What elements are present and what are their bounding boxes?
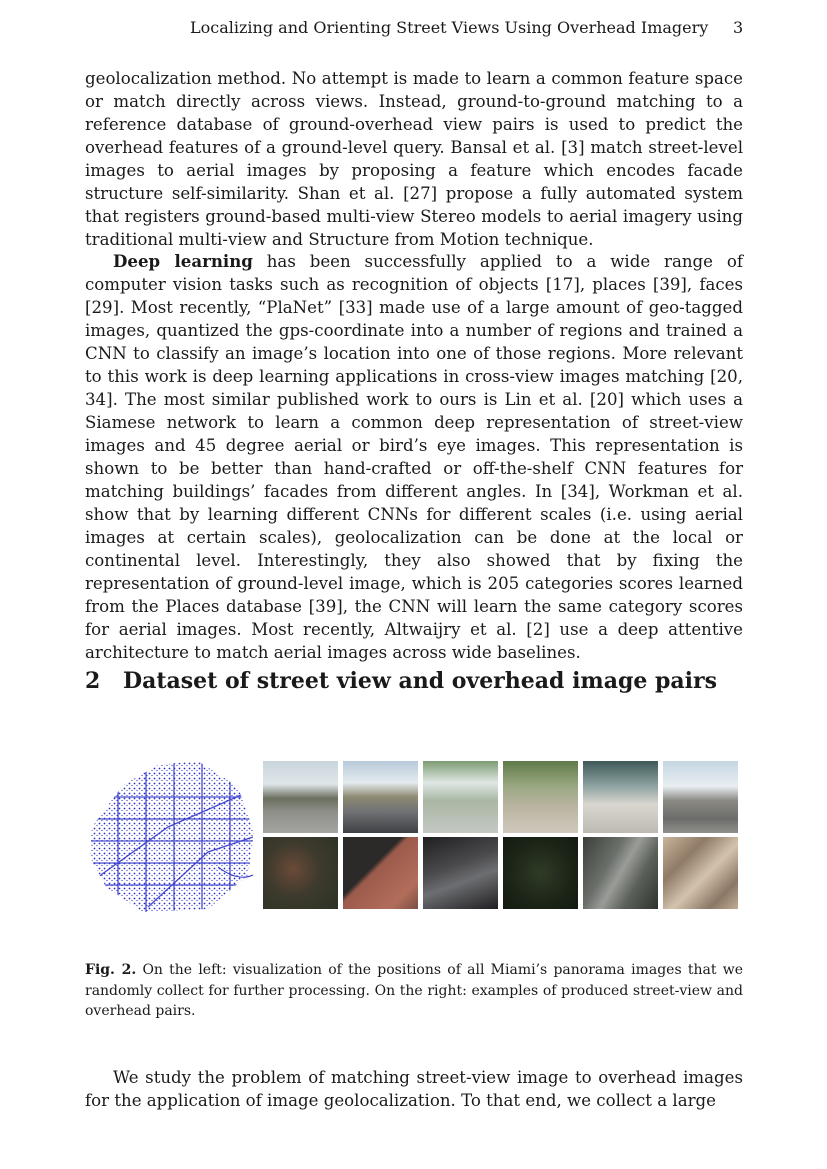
section-title: Dataset of street view and overhead image pairs <box>123 668 717 694</box>
section-number: 2 <box>85 668 101 694</box>
paragraph-text: geolocalization method. No attempt is made to learn a common feature space or match directly across views. Instead, ground-to-ground matching to a reference database of ground-overhead view pairs is used to predict the overhead features of a ground-level query. Bansal et al. [3] match street-level images to aerial images by proposing a feature which encodes facade structure self-similarity. Shan et al. [27] propose a fully automated system that registers ground-based multi-view Stereo models to aerial imagery using traditional multi-view and Structure from Motion technique. <box>85 69 743 249</box>
overhead-tile <box>263 837 338 909</box>
paragraph-related-work <box>85 67 743 251</box>
street-view-tile <box>663 761 738 833</box>
street-view-tile <box>343 761 418 833</box>
overhead-tile <box>503 837 578 909</box>
paragraph-text: We study the problem of matching street-view image to overhead images for the application of image geolocalization. To that end, we collect a large <box>85 1068 743 1110</box>
street-view-tile <box>423 761 498 833</box>
panorama-positions-map <box>88 757 260 915</box>
paragraph-deep-learning <box>85 250 743 664</box>
overhead-tile <box>583 837 658 909</box>
figure-caption <box>85 960 743 1022</box>
run-in-heading: Deep learning <box>113 251 253 271</box>
paragraph-body: has been successfully applied to a wide range of computer vision tasks such as recognition of objects [17], places [39], faces [29]. Most recently, “PlaNet” [33] made use of a large amount of geo-tagged images, quantized the gps-coordinate into a number of regions and trained a CNN to classify an image’s location into one of those regions. More relevant to this work is deep learning applications in cross-view images matching [20, 34]. The most similar published work to ours is Lin et al. [20] which uses a Siamese network to learn a common deep representation of street-view images and 45 degree aerial or bird’s eye images. This representation is shown to be better than hand-crafted or off-the-shelf CNN features for matching buildings’ facades from different angles. In [34], Workman et al. show that by learning different CNNs for different scales (i.e. using aerial images at certain scales), geolocalization can be done at the local or continental level. Interestingly, they also showed that by fixing the representation of ground-level image, which is 205 categories scores learned from the Places database [39], the CNN will learn the same category scores for aerial images. Most recently, Altwaijry et al. [2] use a deep attentive architecture to match aerial images across wide baselines. <box>85 252 743 662</box>
street-view-tile <box>263 761 338 833</box>
overhead-tile <box>423 837 498 909</box>
street-view-tile <box>583 761 658 833</box>
running-title: Localizing and Orienting Street Views Using Overhead Imagery <box>190 18 709 37</box>
caption-text: On the left: visualization of the positions of all Miami’s panorama images that we randomly collect for further processing. On the right: examples of produced street-view and overhead pairs. <box>85 962 743 1019</box>
image-pairs-grid <box>263 761 738 911</box>
paragraph-dataset-intro <box>85 1066 743 1112</box>
overhead-tile <box>343 837 418 909</box>
overhead-tile <box>663 837 738 909</box>
figure-label: Fig. 2. <box>85 962 137 978</box>
section-heading <box>85 668 717 694</box>
page-number: 3 <box>733 18 744 37</box>
street-view-tile <box>503 761 578 833</box>
paragraph-text <box>85 250 743 664</box>
